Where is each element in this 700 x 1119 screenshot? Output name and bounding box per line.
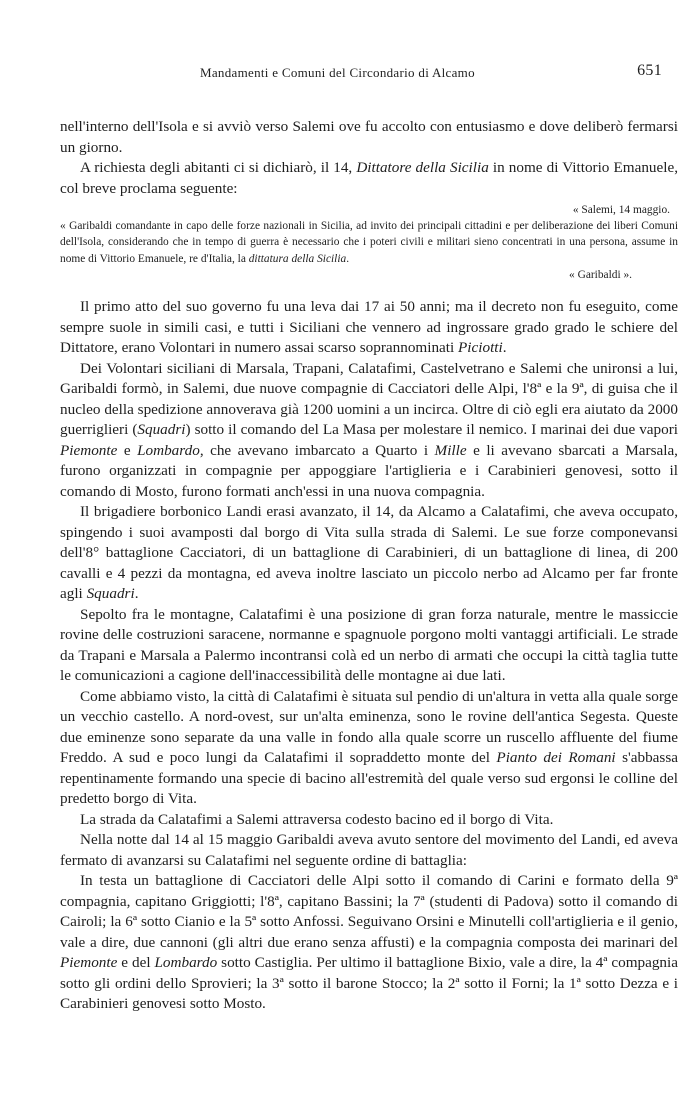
paragraph-7	[60, 687, 678, 810]
text-run: .	[502, 339, 507, 357]
paragraph-8: La strada da Calatafimi a Salemi attraversa codesto bacino ed il borgo di Vita.	[80, 810, 554, 828]
paragraph-1: nell'interno dell'Isola e si avviò verso Salemi ove fu accolto con entusiasmo e dove deliberò fermarsi un giorno.	[60, 118, 678, 156]
proclamation-signature: « Garibaldi ».	[569, 268, 632, 281]
italic-word: Squadri	[86, 585, 135, 603]
italic-ship-name: Piemonte	[60, 954, 118, 972]
text-run: sotto Castiglia. Per ultimo il battaglione Bixio, vale a dire, la 4ª compagnia sotto gli ordini dello Sprovieri; la 3ª sotto il barone Stocco; la 2ª sotto il Forni; la 1ª sotto Dezza e i Carabinieri genovesi sotto Mosto.	[60, 954, 678, 1013]
text-run: ) sotto il comando del La Masa per molestare il nemico. I marinai dei due vapori	[185, 421, 678, 439]
paragraph-4	[60, 359, 678, 503]
text-run: , che avevano imbarcato a Quarto i	[199, 441, 435, 459]
italic-place-name: Pianto dei Romani	[496, 749, 616, 767]
paragraph-3	[60, 297, 678, 359]
text-run: In testa un battaglione di Cacciatori delle Alpi sotto il comando di Carini e formato della 9ª compagnia, capitano Griggiotti; l'8ª, capitano Bassini; la 7ª (studenti di Padova) sotto il comando di Cairoli; la 6ª sotto Cianio e la 5ª sotto Anfossi. Seguivano Orsini e Minutelli coll'artiglieria e il genio, vale a dire, due cannoni (gli altri due erano senza affusti) e la compagnia composta dei marinari del	[60, 872, 678, 951]
text-run: A richiesta degli abitanti ci si dichiarò, il 14,	[80, 159, 357, 176]
paragraph-9: Nella notte dal 14 al 15 maggio Garibaldi aveva avuto sentore del movimento del Landi, ed aveva fermato di avanzarsi su Calatafimi nel seguente ordine di battaglia:	[60, 831, 678, 869]
text-run: Il brigadiere borbonico Landi erasi avanzato, il 14, da Alcamo a Calatafimi, che aveva occupato, spingendo i suoi avamposti dal borgo di Vita sulla strada di Salemi. Le sue forze componevansi dell'8° battaglione Cacciatori, di un battaglione di Carabinieri, di un battaglione di linea, di 200 cavalli e 4 pezzi da montagna, ed aveva inoltre lasciato un piccolo nerbo ad Alcamo per far fronte agli	[60, 503, 678, 603]
body-text	[60, 117, 678, 1015]
text-run: e li avevano sbarcati a Marsala, furono organizzati in compagnie per appoggiare l'artiglieria e i Carabinieri genovesi, sotto il comando di Mosto, furono formati anch'essi in una nuova compagnia.	[60, 441, 678, 500]
text-run: s'abbassa repentinamente formando una specie di bacino all'estremità del quale verso sud ergonsi le colline del predetto borgo di Vita.	[60, 749, 678, 808]
italic-ship-name: Piemonte	[60, 441, 118, 459]
text-run: e del	[117, 954, 155, 972]
italic-ship-name: Lombardo	[137, 441, 200, 459]
paragraph-5	[60, 502, 678, 605]
paragraph-6: Sepolto fra le montagne, Calatafimi è una posizione di gran forza naturale, mentre le massiccie rovine delle costruzioni saracene, normanne e spagnuole porgono molti vantaggi artificiali. Le strade da Trapani e Marsala a Palermo incontransi colà ed un nerbo di armati che occupi la città taglia tutte le comunicazioni a cagione dell'inaccessibilità delle montagne ai due lati.	[60, 605, 678, 685]
text-run: Dei Volontari siciliani di Marsala, Trapani, Calatafimi, Castelvetrano e Salemi che unironsi a lui, Garibaldi formò, in Salemi, due nuove compagnie di Cacciatori delle Alpi, l'8ª e la 9ª, di guisa che il nucleo della spedizione annoverava già 1200 uomini a un incirca. Oltre di ciò egli era aiutato da 2000 guerriglieri (	[60, 359, 678, 439]
proclamation-dateline: « Salemi, 14 maggio.	[572, 204, 670, 216]
paragraph-10	[60, 871, 678, 1015]
italic-word: Squadri	[137, 421, 186, 439]
proclamation-text	[60, 218, 678, 267]
text-run: .	[134, 585, 139, 603]
italic-title: Dittatore della Sicilia	[356, 159, 489, 176]
text-run: Come abbiamo visto, la città di Calatafimi è situata sul pendio di un'altura in vetta alla quale sorge un vecchio castello. A nord-ovest, sur un'alta eminenza, sono le rovine dell'antica Segesta. Queste due eminenze sono separate da una valle in fondo alla quale scorre un ruscello affluente del fiume Freddo. A sud e poco lungi da Calatafimi il sopraddetto monte del	[60, 687, 678, 767]
proclamation-quote	[60, 202, 678, 283]
italic-word: Mille	[434, 441, 467, 459]
text-run: in nome di Vittorio Emanuele, col breve proclama seguente:	[60, 159, 679, 197]
paragraph-2	[60, 158, 678, 199]
italic-word: Piciotti	[458, 339, 503, 357]
text-run: Il primo atto del suo governo fu una leva dai 17 ai 50 anni; ma il decreto non fu eseguito, come sempre suole in simili casi, e tutti i Siciliani che vennero ad ingrossare grado grado le schiere del Dittatore, erano Volontari in numero assai scarso soprannominati	[60, 298, 678, 357]
text-run: .	[346, 252, 350, 265]
text-run: e	[117, 441, 138, 459]
italic-phrase: dittatura della Sicilia	[248, 252, 347, 265]
page-number: 651	[637, 62, 662, 79]
italic-ship-name: Lombardo	[154, 954, 218, 972]
running-title: Mandamenti e Comuni del Circondario di Alcamo	[200, 65, 475, 80]
text-run: « Garibaldi comandante in capo delle forze nazionali in Sicilia, ad invito dei principali cittadini e per deliberazione dei liberi Comuni dell'Isola, considerando che in tempo di guerra è necessario che i poteri civili e militari sieno concentrati in una persona, assume in nome di Vittorio Emanuele, re d'Italia, la	[60, 220, 678, 265]
